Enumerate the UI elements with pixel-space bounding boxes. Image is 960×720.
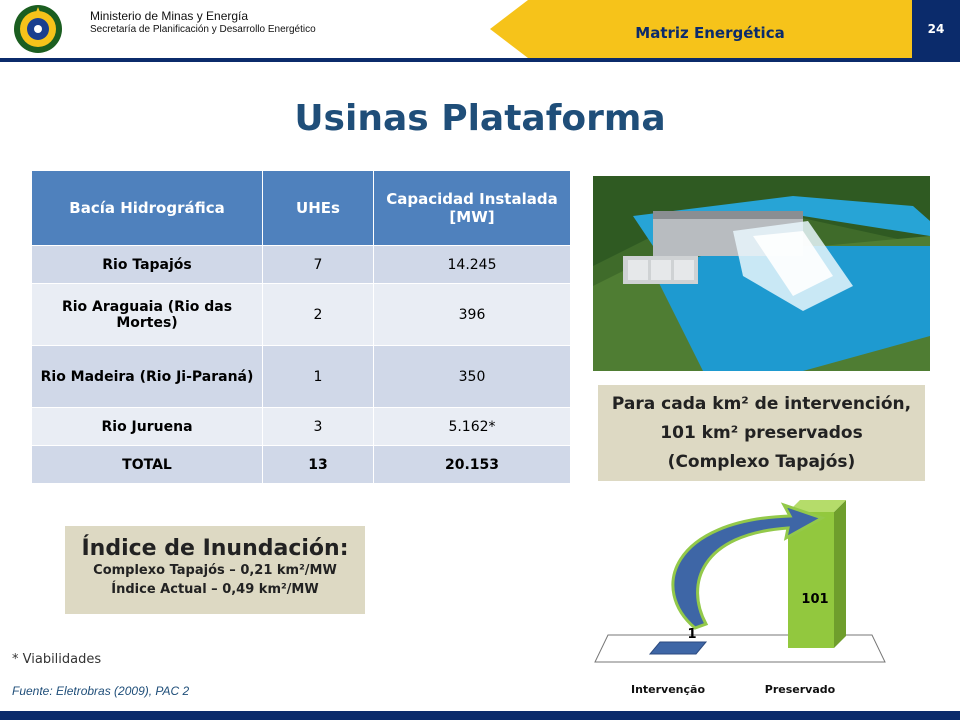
table-cell: Rio Araguaia (Rio das Mortes) [32,284,263,346]
bar-data-label: 1 [687,627,697,642]
table-header: Bacía Hidrográfica [32,171,263,246]
flooding-index-line: Complexo Tapajós – 0,21 km²/MW [93,563,337,578]
intervention-vs-preserved-chart [590,500,900,710]
table-cell: TOTAL [32,446,263,484]
hydro-plants-table [31,170,571,484]
page-number: 24 [912,0,960,58]
flooding-index-box [65,526,365,614]
table-row [32,408,571,446]
table-header-row [32,171,571,246]
table-cell: 7 [263,246,374,284]
table-cell: 14.245 [374,246,571,284]
table-cell: 350 [374,346,571,408]
table-cell: 396 [374,284,571,346]
secretariat-name: Secretaría de Planificación y Desarrollo Energético [90,24,316,35]
table-cell: 5.162* [374,408,571,446]
section-title: Matriz Energética [635,24,785,42]
table-cell: 2 [263,284,374,346]
chart-bar-side [834,500,846,648]
info-line: (Complexo Tapajós) [667,451,856,472]
table-cell: 13 [263,446,374,484]
table-cell: Rio Madeira (Rio Ji-Paraná) [32,346,263,408]
info-line: 101 km² preservados [660,422,863,443]
preservation-info-box [598,385,925,481]
table-row [32,284,571,346]
table-cell: 3 [263,408,374,446]
table-cell: 20.153 [374,446,571,484]
coat-of-arms-icon [12,3,64,55]
dam-illustration [593,176,930,371]
bar-data-label: 101 [801,592,829,607]
table-cell: 1 [263,346,374,408]
table-header: Capacidad Instalada [MW] [374,171,571,246]
source-note: Fuente: Eletrobras (2009), PAC 2 [12,684,190,698]
ministry-header [90,10,316,36]
table-row [32,346,571,408]
ministry-name: Ministerio de Minas y Energía [90,9,249,23]
header-divider [0,58,960,62]
footer-bar [0,711,960,720]
table-header: UHEs [263,171,374,246]
header-notch [490,0,528,58]
page-title: Usinas Plataforma [294,98,666,139]
table-cell: Rio Tapajós [32,246,263,284]
chart-bar-intervencao [650,642,706,654]
flooding-index-title: Índice de Inundación: [81,536,349,561]
table-cell: Rio Juruena [32,408,263,446]
category-label: Intervenção [630,683,706,696]
category-label: Preservado [764,683,836,696]
table-row-total [32,446,571,484]
flooding-index-line: Índice Actual – 0,49 km²/MW [111,582,319,597]
info-line: Para cada km² de intervención, [611,393,912,414]
table-row [32,246,571,284]
footnote: * Viabilidades [12,652,102,667]
